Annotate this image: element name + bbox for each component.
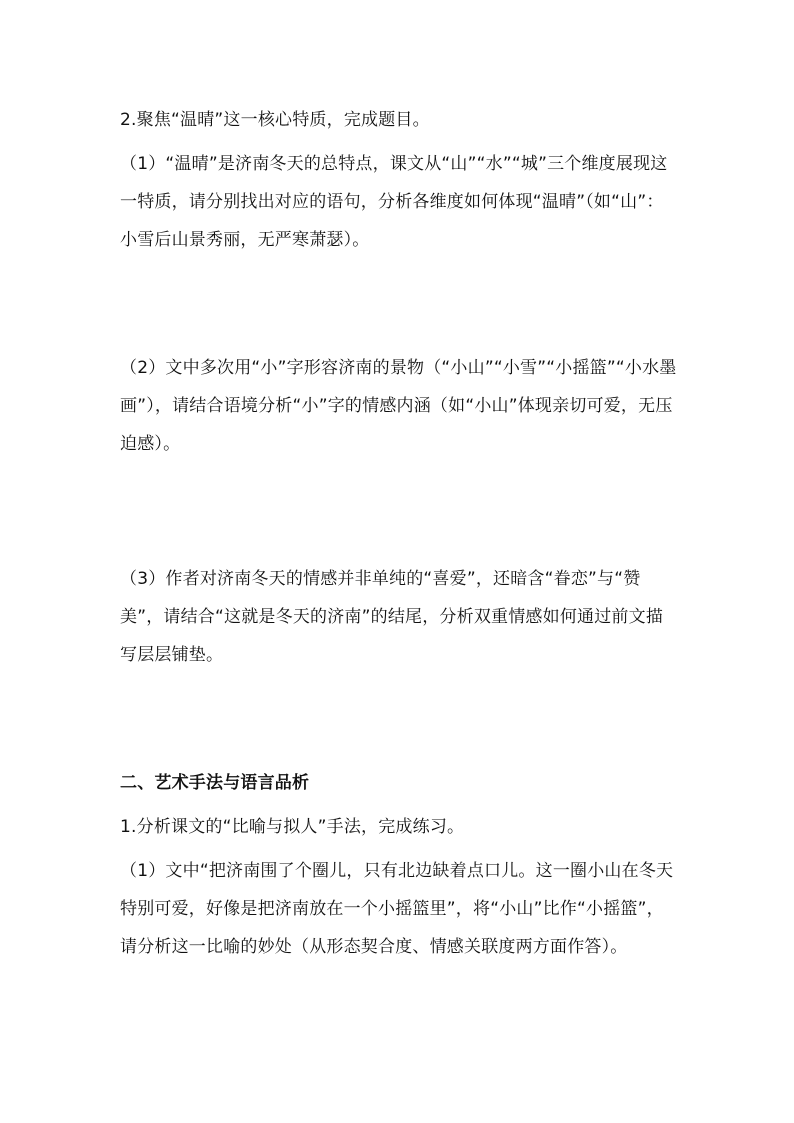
question-2-2: （2）文中多次用“小”字形容济南的景物（“小山”“小雪”“小摇篮”“小水墨画”），请结合语境分析“小”字的情感内涵（如“小山”体现亲切可爱，无压迫感）。 — [120, 358, 677, 454]
question-2-heading: 2.聚焦“温晴”这一核心特质，完成题目。 — [120, 110, 430, 130]
question-2-3: （3）作者对济南冬天的情感并非单纯的“喜爱”，还暗含“眷恋”与“赞美”，请结合“这就是冬天的济南”的结尾，分析双重情感如何通过前文描写层层铺垫。 — [120, 569, 664, 665]
section-2-question-1-1: （1）文中“把济南围了个圈儿，只有北边缺着点口儿。这一圈小山在冬天特别可爱，好像是把济南放在一个小摇篮里”，将“小山”比作“小摇篮”，请分析这一比喻的妙处（从形态契合度、情感关联度两方面作答）。 — [120, 861, 674, 957]
section-2-question-1-heading: 1.分析课文的“比喻与拟人”手法，完成练习。 — [120, 817, 465, 837]
question-2-1: （1）“温晴”是济南冬天的总特点，课文从“山”“水”“城”三个维度展现这一特质，请分别找出对应的语句，分析各维度如何体现“温晴”（如“山”：小雪后山景秀丽，无严寒萧瑟）。 — [120, 154, 668, 250]
section-2-title: 二、艺术手法与语言品析 — [120, 773, 310, 793]
